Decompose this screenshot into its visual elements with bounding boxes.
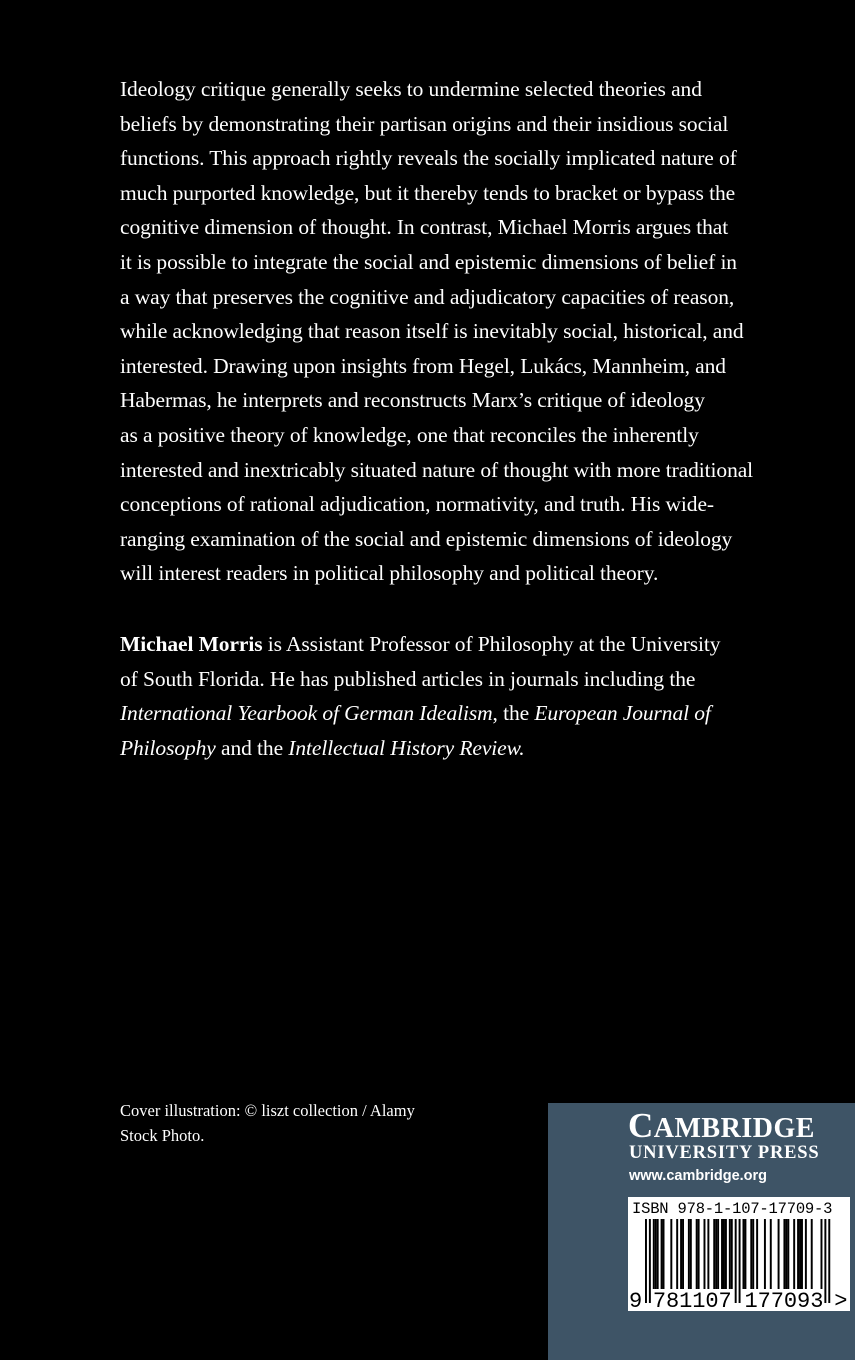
isbn-barcode — [628, 1197, 850, 1311]
barcode-bar — [696, 1219, 698, 1289]
publisher-url: www.cambridge.org — [629, 1168, 768, 1184]
description-line: will interest readers in political philosophy and political theory. — [120, 561, 659, 586]
bio-text: and the — [215, 735, 289, 760]
barcode-bar — [713, 1219, 715, 1289]
barcode-bar — [707, 1219, 709, 1289]
description-line: functions. This approach rightly reveals the socially implicated nature of — [120, 146, 737, 171]
journal-title: European Journal of — [534, 701, 711, 726]
barcode-bar — [764, 1219, 766, 1289]
barcode-bar — [645, 1219, 647, 1303]
barcode-bar — [828, 1219, 830, 1303]
description-line: interested. Drawing upon insights from Hegel, Lukács, Mannheim, and — [120, 353, 726, 378]
barcode-bar — [717, 1219, 719, 1289]
publisher-panel — [548, 1103, 855, 1360]
barcode-bar — [801, 1219, 803, 1289]
barcode-bar — [731, 1219, 733, 1289]
description-line: much purported knowledge, but it thereby tends to bracket or bypass the — [120, 180, 736, 205]
bio-line-3 — [120, 696, 810, 731]
barcode-bar — [723, 1219, 725, 1289]
bio-line-1 — [120, 627, 810, 662]
barcode-bar — [778, 1219, 780, 1289]
barcode-bar — [744, 1219, 746, 1289]
isbn-label: ISBN 978-1-107-17709-3 — [632, 1200, 833, 1218]
cover-credit — [120, 1098, 520, 1148]
barcode-bar — [663, 1219, 665, 1289]
barcode-bar — [750, 1219, 752, 1289]
barcode-bar — [756, 1219, 758, 1289]
barcode-bar — [811, 1219, 813, 1289]
barcode-bar — [698, 1219, 700, 1289]
description-line: Ideology critique generally seeks to undermine selected theories and — [120, 77, 702, 101]
barcode-bar — [821, 1219, 823, 1289]
barcode-bar — [690, 1219, 692, 1289]
barcode-digits-right: 177093 — [744, 1289, 824, 1311]
barcode-bar — [729, 1219, 731, 1289]
barcode-bar — [739, 1219, 741, 1303]
barcode-bar — [797, 1219, 799, 1289]
journal-title: International Yearbook of German Idealism — [120, 701, 493, 726]
barcode-bar — [805, 1219, 807, 1289]
barcode-bar — [704, 1219, 706, 1289]
barcode-bar — [670, 1219, 672, 1289]
barcode-bar — [688, 1219, 690, 1289]
description-line: as a positive theory of knowledge, one that reconciles the inherently — [120, 422, 699, 447]
barcode-bar — [735, 1219, 737, 1303]
author-name: Michael Morris — [120, 632, 263, 656]
barcode-digit: 9 — [629, 1289, 643, 1311]
description-line: interested and inextricably situated nature of thought with more traditional — [120, 457, 754, 482]
description-line: a way that preserves the cognitive and adjudicatory capacities of reason, — [120, 284, 735, 309]
bio-line-2: of South Florida. He has published articles in journals including the — [120, 666, 696, 691]
barcode-bar — [783, 1219, 785, 1289]
barcode-digits-left: 781107 — [652, 1289, 732, 1311]
barcode-bar — [682, 1219, 684, 1289]
barcode-bar — [787, 1219, 789, 1289]
credit-line: Cover illustration: © liszt collection / Alamy — [120, 1101, 415, 1120]
barcode-bar — [799, 1219, 801, 1289]
barcode-bar — [655, 1219, 657, 1289]
description-line: while acknowledging that reason itself is inevitably social, historical, and — [120, 319, 744, 344]
bio-line-4 — [120, 731, 810, 766]
barcode-bar — [649, 1219, 651, 1303]
barcode-icon — [628, 1197, 850, 1311]
description-line: ranging examination of the social and epistemic dimensions of ideology — [120, 526, 733, 551]
description-line: it is possible to integrate the social and epistemic dimensions of belief in — [120, 249, 737, 274]
barcode-bar — [785, 1219, 787, 1289]
barcode-bar — [676, 1219, 678, 1289]
journal-title: Philosophy — [120, 735, 216, 760]
book-description — [120, 72, 810, 591]
credit-line: Stock Photo. — [120, 1126, 205, 1145]
description-line: cognitive dimension of thought. In contrast, Michael Morris argues that — [120, 215, 729, 240]
barcode-bar — [715, 1219, 717, 1289]
description-line: beliefs by demonstrating their partisan origins and their insidious social — [120, 111, 729, 136]
description-line: Habermas, he interprets and reconstructs Marx’s critique of ideology — [120, 388, 705, 413]
author-bio — [120, 627, 810, 765]
bio-text: , the — [492, 701, 535, 726]
barcode-bar — [793, 1219, 795, 1289]
barcode-bar — [680, 1219, 682, 1289]
barcode-bar — [721, 1219, 723, 1289]
barcode-bar — [770, 1219, 772, 1289]
publisher-subtitle: UNIVERSITY PRESS — [629, 1143, 820, 1163]
publisher-name: CAMBRIDGE — [628, 1106, 815, 1145]
barcode-bar — [653, 1219, 655, 1289]
bio-text: is Assistant Professor of Philosophy at the University — [262, 632, 721, 656]
journal-title: Intellectual History Review. — [288, 735, 525, 760]
barcode-bar — [657, 1219, 659, 1289]
barcode-bar — [743, 1219, 745, 1289]
barcode-bar — [752, 1219, 754, 1289]
barcode-quiet-zone-mark: > — [834, 1289, 848, 1311]
description-line: conceptions of rational adjudication, normativity, and truth. His wide- — [120, 492, 714, 517]
barcode-bar — [824, 1219, 826, 1303]
barcode-bar — [661, 1219, 663, 1289]
barcode-bar — [725, 1219, 727, 1289]
